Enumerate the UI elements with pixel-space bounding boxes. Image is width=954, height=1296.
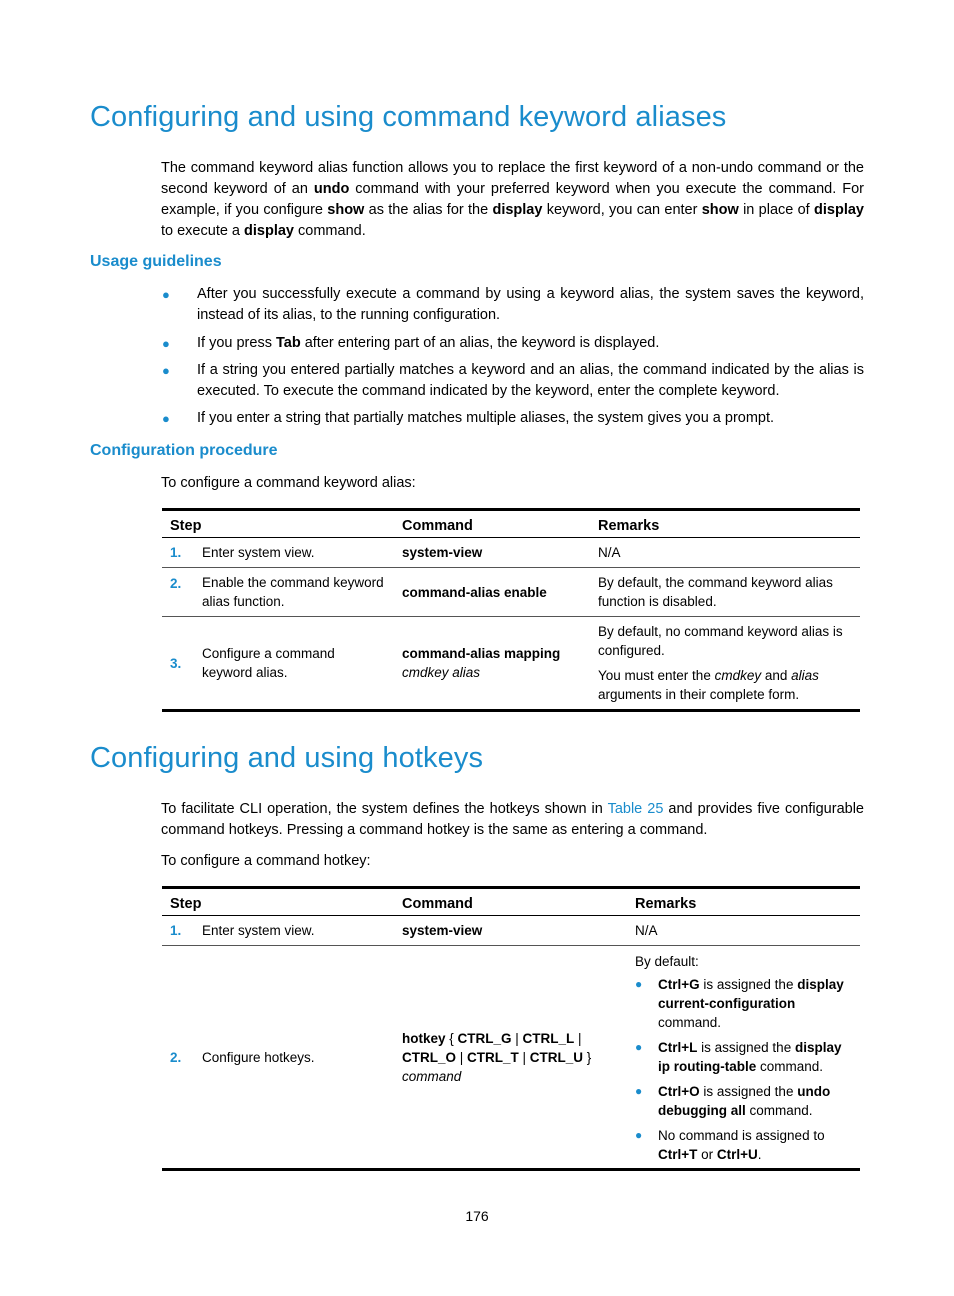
hotkeys-intro: To facilitate CLI operation, the system defines the hotkeys shown in Table 25 and provides five configurable command hotkeys. Pressing a command hotkey is the same as entering a command. [161,801,864,838]
usage-guidelines-heading: Usage guidelines [90,253,222,270]
hotkey-config-table [162,886,860,1171]
usage-item-3: ● If a string you entered partially matches a keyword and an alias, the command indicated by the alias is executed. To execute the command indicated by the keyword, enter the complete keyword. [162,362,864,399]
step-number: 1. [162,538,186,568]
bullet-icon: ● [162,287,170,302]
bullet-icon: ● [635,1128,643,1142]
header-step: Step [162,510,394,538]
step-description: Configure hotkeys. [186,946,394,1170]
bullet-icon: ● [162,363,170,378]
step-remarks: By default, no command keyword alias is configured. You must enter the cmdkey and alias arguments in their complete form. [590,617,860,711]
keyword-alias-intro: The command keyword alias function allows you to replace the first keyword of a non-undo command or the second keyword of an undo command with your preferred keyword when you execute the command. For example, if you configure show as the alias for the display keyword, you can enter show in place of display to execute a display command. [161,160,864,239]
section-title-hotkeys: Configuring and using hotkeys [90,742,484,774]
bullet-icon: ● [162,336,170,351]
usage-item-2: ● If you press Tab after entering part of an alias, the keyword is displayed. [161,333,864,354]
table-row [162,617,860,711]
table-row [162,916,860,946]
hotkey-defaults-list [635,975,852,1164]
alias-procedure-intro: To configure a command keyword alias: [161,475,416,491]
step-remarks: By default: ● Ctrl+G is assigned the display current-configuration command. ● Ctrl+L is assigned the display ip routing-table command. ● Ctrl+O is assigned the undo debugging all command. ● No command is assigned to Ctrl+T or Ctrl+U. [627,946,860,1170]
step-command: system-view [394,916,627,946]
table-row [162,946,860,1170]
step-number: 3. [162,617,186,711]
header-remarks: Remarks [627,888,860,916]
section-title-keyword-aliases: Configuring and using command keyword aliases [90,101,727,133]
page-number: 176 [465,1208,489,1224]
usage-item-4: ● If you enter a string that partially matches multiple aliases, the system gives you a prompt. [161,408,864,429]
bullet-icon: ● [162,411,170,426]
usage-guidelines-list [161,284,864,429]
step-number: 2. [162,946,186,1170]
list-item: ● Ctrl+G is assigned the display current-configuration command. [635,977,844,1030]
step-description: Enable the command keyword alias function. [186,568,394,617]
step-command: hotkey { CTRL_G | CTRL_L | CTRL_O | CTRL_T | CTRL_U } command [394,946,627,1170]
step-description: Enter system view. [186,916,394,946]
configuration-procedure-heading: Configuration procedure [90,442,278,459]
list-item: ● Ctrl+L is assigned the display ip routing-table command. [635,1040,842,1074]
step-remarks: By default, the command keyword alias function is disabled. [590,568,860,617]
table-row [162,568,860,617]
step-number: 2. [162,568,186,617]
bullet-icon: ● [635,1084,643,1098]
header-remarks: Remarks [590,510,860,538]
usage-item-1: ● After you successfully execute a command by using a keyword alias, the system saves the keyword, instead of its alias, to the running configuration. [162,286,864,323]
step-number: 1. [162,916,186,946]
step-command: system-view [394,538,590,568]
step-command: command-alias enable [394,568,590,617]
table-reference-link[interactable]: Table 25 [607,801,664,817]
alias-config-table [162,508,860,712]
step-remarks: N/A [590,538,860,568]
header-step: Step [162,888,394,916]
table-header-row [162,510,860,538]
list-item: ● Ctrl+O is assigned the undo debugging all command. [635,1084,831,1118]
step-command: command-alias mapping cmdkey alias [394,617,590,711]
step-description: Enter system view. [186,538,394,568]
header-command: Command [394,510,590,538]
header-command: Command [394,888,627,916]
bullet-icon: ● [635,1040,643,1054]
step-description: Configure a command keyword alias. [186,617,394,711]
table-header-row [162,888,860,916]
table-row [162,538,860,568]
step-remarks: N/A [627,916,860,946]
list-item: ● No command is assigned to Ctrl+T or Ctrl+U. [635,1128,825,1162]
bullet-icon: ● [635,977,643,991]
hotkey-procedure-intro: To configure a command hotkey: [161,853,371,869]
